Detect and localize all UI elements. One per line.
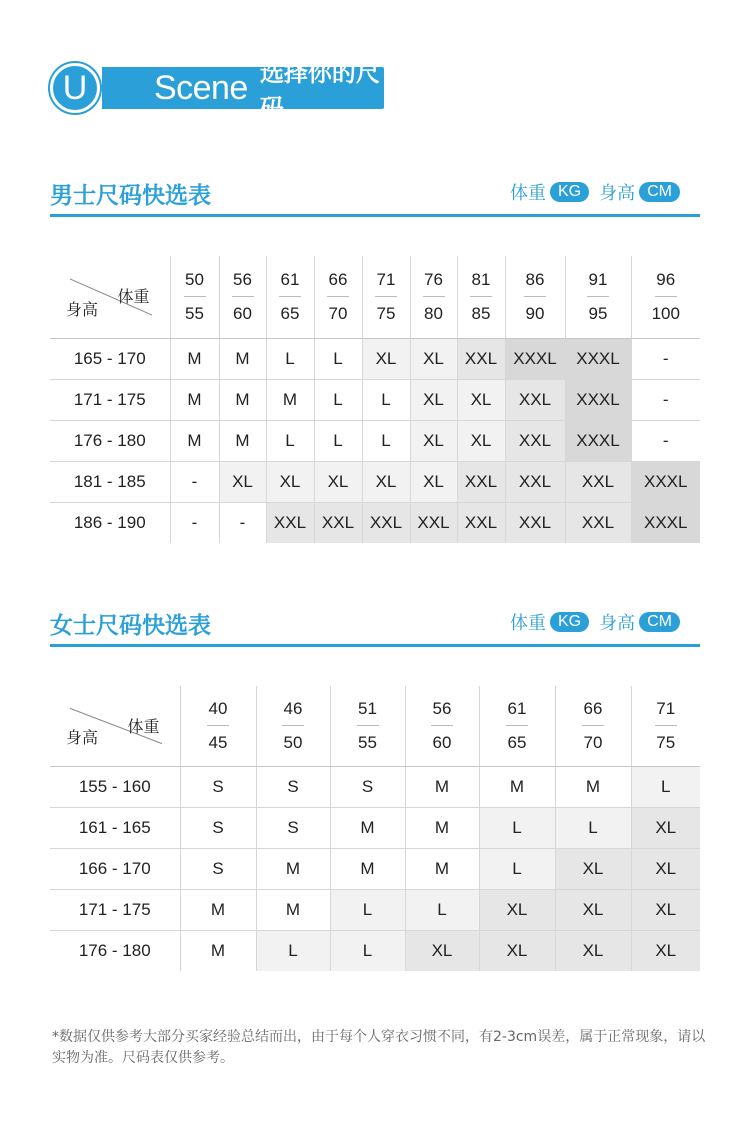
size-cell: XL: [457, 420, 505, 461]
weight-range-header: [362, 256, 410, 338]
height-range-label: 161 - 165: [50, 807, 180, 848]
size-cell: M: [219, 420, 266, 461]
weight-range-header: [457, 256, 505, 338]
table-row: [50, 848, 700, 889]
size-cell: M: [219, 338, 266, 379]
size-cell: XL: [479, 889, 555, 930]
height-range-label: 171 - 175: [50, 379, 170, 420]
size-cell: M: [170, 379, 219, 420]
size-cell: XXL: [505, 379, 565, 420]
size-cell: XL: [555, 889, 631, 930]
weight-min: 61: [506, 699, 528, 726]
weight-min: 66: [327, 270, 349, 297]
weight-max: 45: [208, 732, 228, 752]
women-height-label: 身高: [599, 613, 636, 634]
height-range-label: 176 - 180: [50, 420, 170, 461]
weight-min: 61: [279, 270, 301, 297]
size-cell: M: [180, 930, 256, 971]
table-row: [50, 379, 700, 420]
weight-range-header: [631, 256, 700, 338]
table-row: [50, 338, 700, 379]
size-cell: XXL: [314, 502, 362, 543]
weight-max: 65: [280, 303, 300, 323]
men-weight-label: 体重: [509, 183, 546, 204]
size-cell: M: [330, 807, 405, 848]
weight-max: 90: [525, 303, 545, 323]
size-cell: M: [405, 807, 479, 848]
size-cell: M: [180, 889, 256, 930]
size-cell: M: [170, 338, 219, 379]
weight-max: 80: [424, 303, 443, 323]
size-cell: -: [631, 338, 700, 379]
weight-max: 70: [583, 732, 603, 752]
table-row: [50, 420, 700, 461]
size-cell: M: [479, 766, 555, 807]
women-size-table: [50, 686, 700, 971]
weight-min: 56: [431, 699, 453, 726]
size-cell: XL: [631, 889, 700, 930]
size-cell: XL: [555, 848, 631, 889]
weight-range-header: [405, 686, 479, 766]
size-cell: XL: [457, 379, 505, 420]
size-cell: M: [219, 379, 266, 420]
size-cell: S: [180, 807, 256, 848]
size-cell: XL: [410, 338, 457, 379]
size-cell: L: [266, 420, 314, 461]
size-cell: L: [314, 338, 362, 379]
size-cell: M: [405, 766, 479, 807]
men-section-title: 男士尺码快选表: [50, 183, 211, 209]
men-height-label: 身高: [599, 183, 636, 204]
size-cell: XXL: [457, 461, 505, 502]
size-cell: XXL: [410, 502, 457, 543]
weight-range-header: [330, 686, 405, 766]
weight-max: 60: [432, 732, 452, 752]
men-weight-unit: KG: [550, 182, 589, 202]
weight-min: 66: [582, 699, 604, 726]
size-cell: XL: [405, 930, 479, 971]
men-section-header: [50, 177, 700, 217]
weight-max: 65: [507, 732, 527, 752]
size-cell: L: [314, 379, 362, 420]
weight-max: 85: [471, 303, 491, 323]
size-cell: M: [330, 848, 405, 889]
weight-min: 71: [655, 699, 677, 726]
size-cell: XL: [410, 420, 457, 461]
size-cell: M: [266, 379, 314, 420]
size-cell: S: [256, 807, 330, 848]
size-cell: M: [170, 420, 219, 461]
size-cell: XL: [631, 930, 700, 971]
size-cell: XXXL: [631, 502, 700, 543]
size-cell: S: [180, 848, 256, 889]
weight-min: 51: [357, 699, 379, 726]
size-cell: M: [405, 848, 479, 889]
weight-range-header: [505, 256, 565, 338]
size-cell: XL: [631, 848, 700, 889]
size-cell: -: [631, 420, 700, 461]
weight-range-header: [314, 256, 362, 338]
table-row: [50, 930, 700, 971]
size-cell: L: [362, 420, 410, 461]
size-cell: L: [330, 889, 405, 930]
table-row: [50, 502, 700, 543]
size-cell: M: [256, 848, 330, 889]
size-cell: XXL: [565, 461, 631, 502]
size-cell: L: [479, 807, 555, 848]
size-cell: XXXL: [565, 420, 631, 461]
weight-max: 75: [656, 732, 676, 752]
size-cell: L: [266, 338, 314, 379]
size-cell: XL: [410, 379, 457, 420]
weight-range-header: [170, 256, 219, 338]
size-cell: XL: [314, 461, 362, 502]
size-cell: L: [256, 930, 330, 971]
corner-header: [50, 256, 170, 338]
women-units: [510, 609, 680, 635]
size-cell: XXL: [362, 502, 410, 543]
size-cell: -: [170, 502, 219, 543]
weight-max: 70: [328, 303, 348, 323]
weight-min: 76: [423, 270, 445, 297]
size-cell: L: [330, 930, 405, 971]
weight-min: 96: [655, 270, 677, 297]
weight-min: 81: [470, 270, 492, 297]
weight-range-header: [219, 256, 266, 338]
weight-min: 91: [587, 270, 609, 297]
weight-range-header: [479, 686, 555, 766]
height-range-label: 155 - 160: [50, 766, 180, 807]
weight-range-header: [565, 256, 631, 338]
weight-range-header: [555, 686, 631, 766]
height-range-label: 166 - 170: [50, 848, 180, 889]
height-range-label: 165 - 170: [50, 338, 170, 379]
size-cell: L: [314, 420, 362, 461]
corner-weight-label: 体重: [127, 717, 160, 736]
weight-min: 46: [282, 699, 304, 726]
weight-min: 50: [184, 270, 206, 297]
women-section-title: 女士尺码快选表: [50, 613, 211, 639]
weight-range-header: [180, 686, 256, 766]
size-cell: L: [479, 848, 555, 889]
logo-u-icon: U: [50, 63, 100, 113]
size-cell: XXL: [457, 338, 505, 379]
size-cell: XL: [410, 461, 457, 502]
weight-max: 55: [358, 732, 377, 752]
size-cell: XL: [362, 461, 410, 502]
size-cell: XXXL: [565, 338, 631, 379]
weight-max: 75: [376, 303, 396, 323]
size-cell: XL: [479, 930, 555, 971]
size-cell: -: [631, 379, 700, 420]
size-cell: S: [256, 766, 330, 807]
corner-height-label: 身高: [66, 299, 99, 319]
size-cell: XL: [266, 461, 314, 502]
disclaimer-note: *数据仅供参考大部分买家经验总结而出，由于每个人穿衣习惯不同，有2-3cm误差，属于正常现象，请以实物为准。尺码表仅供参考。: [52, 1029, 706, 1066]
table-row: [50, 461, 700, 502]
weight-max: 95: [588, 303, 608, 323]
men-size-table: [50, 256, 700, 543]
size-cell: S: [180, 766, 256, 807]
weight-max: 60: [233, 303, 252, 323]
size-cell: XL: [555, 930, 631, 971]
weight-range-header: [256, 686, 330, 766]
men-height-unit: CM: [639, 182, 680, 202]
size-cell: XXL: [505, 502, 565, 543]
weight-range-header: [266, 256, 314, 338]
weight-max: 55: [185, 303, 204, 323]
women-section-header: [50, 607, 700, 647]
corner-height-label: 身高: [66, 727, 99, 747]
logo-subtitle: 选择你的尺码: [259, 59, 380, 122]
logo-scene-text: Scene: [153, 68, 248, 107]
size-cell: M: [256, 889, 330, 930]
weight-max: 100: [651, 303, 680, 323]
table-row: [50, 807, 700, 848]
height-range-label: 181 - 185: [50, 461, 170, 502]
size-cell: L: [631, 766, 700, 807]
weight-min: 56: [232, 270, 254, 297]
weight-range-header: [631, 686, 700, 766]
brand-logo: [50, 59, 384, 122]
height-range-label: 186 - 190: [50, 502, 170, 543]
size-cell: XXL: [565, 502, 631, 543]
weight-min: 40: [207, 699, 229, 726]
weight-min: 71: [375, 270, 397, 297]
men-units: [510, 179, 680, 205]
size-cell: L: [555, 807, 631, 848]
size-cell: XXL: [505, 461, 565, 502]
size-cell: -: [170, 461, 219, 502]
size-cell: -: [219, 502, 266, 543]
weight-max: 50: [283, 732, 303, 752]
weight-min: 86: [524, 270, 546, 297]
size-cell: XL: [631, 807, 700, 848]
size-cell: XXL: [505, 420, 565, 461]
size-cell: M: [555, 766, 631, 807]
weight-range-header: [410, 256, 457, 338]
logo-banner: [102, 59, 384, 122]
women-height-unit: CM: [639, 612, 680, 632]
table-row: [50, 766, 700, 807]
height-range-label: 171 - 175: [50, 889, 180, 930]
women-weight-unit: KG: [550, 612, 589, 632]
height-range-label: 176 - 180: [50, 930, 180, 971]
size-cell: XXXL: [565, 379, 631, 420]
size-cell: S: [330, 766, 405, 807]
size-cell: XXXL: [505, 338, 565, 379]
size-cell: L: [405, 889, 479, 930]
size-cell: XXL: [457, 502, 505, 543]
size-cell: XL: [219, 461, 266, 502]
table-row: [50, 889, 700, 930]
size-cell: XL: [362, 338, 410, 379]
size-cell: L: [362, 379, 410, 420]
corner-header: [50, 686, 180, 766]
women-weight-label: 体重: [509, 613, 546, 634]
size-cell: XXXL: [631, 461, 700, 502]
size-cell: XXL: [266, 502, 314, 543]
corner-weight-label: 体重: [117, 287, 150, 306]
